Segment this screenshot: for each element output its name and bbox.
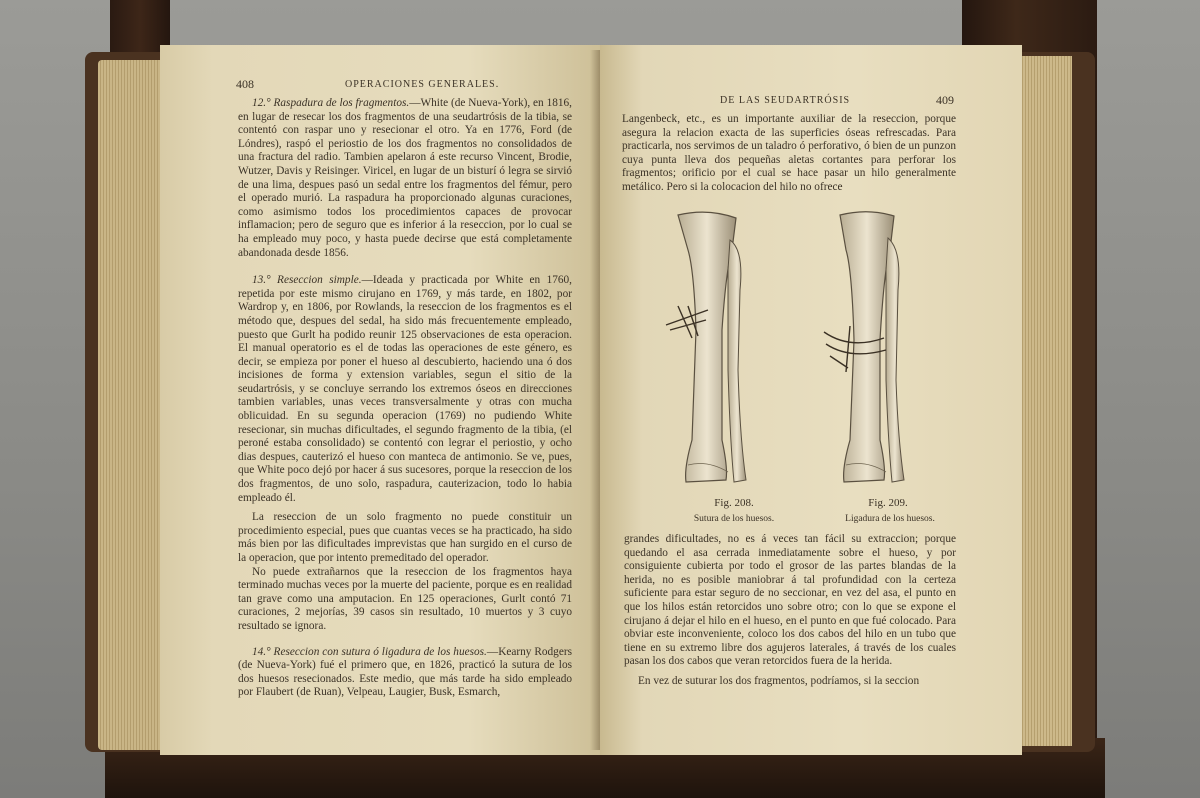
figure-209: [810, 210, 990, 510]
paragraph-body: En vez de suturar los dos fragmentos, podríamos, si la seccion: [638, 674, 920, 687]
page-number: 408: [236, 77, 254, 91]
page-edges-right: [1020, 56, 1072, 746]
section-heading: 12.° Raspadura de los fragmentos.: [252, 97, 410, 109]
paragraph: [238, 97, 572, 260]
section-heading: 14.° Reseccion con sutura ó ligadura de los huesos.: [252, 645, 487, 658]
right-text-bottom: [624, 533, 956, 695]
paragraph-body: grandes dificultades, no es á veces tan fácil su extraccion; porque quedando el asa cerrada inmediatamente sobre el hueso, y por consiguiente cubierta por todo el grosor de las partes blandas de la herida, no es posible maniobrar á tal profundidad con la certeza suficiente para estar seguro de no seccionar, en vez del asa, el punto en que los hilos están retorcidos uno sobre otro; con lo que se expone el cirujano á dejar el hilo en el hueso, en el punto en que fué colocado. Para obviar este inconveniente, coloco los dos cabos del hilo en un tubo que tiene en su extremo libre dos agujeros laterales, á través de los cuales pasan los dos cabos que veran retorcidos fuera de la herida.: [624, 533, 956, 668]
page-edges-left: [98, 60, 168, 750]
paragraph-body: —Kearny Rodgers (de Nueva-York) fué el primero que, en 1826, practicó la sutura de los dos huesos resecionados. Este medio, que más tarde ha sido empleado por Flaubert (de Ruan), Velpeau, Laugier, Busk, Esmarch,: [238, 645, 572, 699]
paragraph-body: —White (de Nueva-York), en 1816, en lugar de resecar los dos fragmentos de una seudartrósis de la tibia, se contentó con raspar uno y resecionar el otro. Ya en 1776, Ford (de Lóndres), raspó el periostio de los dos fragmentos no consolidados de una fractura del radio. Tambien apelaron á este recurso Vincent, Brodie, Wutzer, Davis y Reisinger. Viricel, en lugar de un bisturí ó legra se sirvió de una lima, despues pasó un sedal entre los fragmentos del fémur, pero el operado murió. La raspadura ha proporcionado algunas curaciones, como asimismo todos los procedimientos capaces de provocar inflamacion; pero de seguro que es inferior á la reseccion, por lo cual se ha empleado muy poco, y hasta puede decirse que está completamente abandonada desde 1856.: [238, 97, 572, 259]
right-text-top: [622, 113, 956, 201]
paragraph-body: —Ideada y practicada por White en 1760, repetida por este mismo cirujano en 1769, y más tarde, en 1802, por Wardrop y, en 1806, por Rowlands, la reseccion de los fragmentos es el método que, despues del sedal, ha sido más frecuentemente empleado, puesto que Gurlt ha podido reunir 125 observaciones de esta operacion. El manual operatorio es el de todas las operaciones de este género, es decir, se empieza por poner el hueso al descubierto, haciendo una ó dos incisiones de forma y extension variables, segun el sitio de la seudartrósis, y se concluye serrando los extremos óseos en direcciones tambien variables, unas veces transversalmente y otras con mucha oblicuidad. En su segunda operacion (1769) no pudiendo White resecionar, sin muchas dificultades, el segundo fragmento de la tibia, (el peroné estaba consolidado) se contentó con legrar el periostio, y ocho dias despues, cauterizó el hueso con manteca de antimonio. Se ve, pues, que White poco dejó por hacer á sus sucesores, porque la reseccion de los dos fragmentos, de uno solo, raspadura, cauterizacion, todo lo habia empleado él.: [238, 274, 572, 504]
bone-suture-illustration: [648, 210, 828, 510]
page-number: 409: [936, 93, 954, 107]
paragraph: [238, 566, 572, 634]
figure-label: Fig. 209.: [868, 497, 908, 509]
figure-caption: Sutura de los huesos.: [693, 514, 775, 524]
running-head: DE LAS SEUDARTRÓSIS: [720, 95, 851, 106]
figure-208: [648, 210, 828, 510]
running-head: OPERACIONES GENERALES.: [345, 79, 500, 90]
paragraph: [624, 675, 956, 689]
paragraph: [238, 274, 572, 505]
paragraph: [622, 113, 956, 195]
paragraph-body: No puede extrañarnos que la reseccion de los fragmentos haya terminado muchas veces por la muerte del paciente, porque es en realidad tan grave como una amputacion. En 125 operaciones, Gurlt contó 71 curaciones, 2 mejorías, 39 casos sin resultado, 10 muertos y 3 cuyo resultado se ignora.: [238, 565, 572, 632]
paragraph: [624, 533, 956, 669]
paragraph: [238, 646, 572, 700]
left-text-block: [238, 97, 572, 706]
figure-caption: Ligadura de los huesos.: [845, 514, 935, 524]
bone-ligature-illustration: [810, 210, 990, 510]
paragraph-body: Langenbeck, etc., es un importante auxiliar de la reseccion, porque asegura la relacion exacta de las superficies óseas refrescadas. Para practicarla, nos servimos de un taladro ó perforativo, ó bien de un punzon cuya punta lleva dos pequeñas aletas cortantes para perforar los fragmentos; orificio por el cual se hace pasar un hilo generalmente metálico. Pero si la colocacion del hilo no ofrece: [622, 113, 956, 193]
left-page: [160, 45, 600, 755]
figure-label: Fig. 208.: [714, 497, 754, 509]
section-heading: 13.° Reseccion simple.: [252, 274, 362, 287]
paragraph-body: La reseccion de un solo fragmento no puede constituir un procedimiento especial, pues que cuantas veces se ha practicado, ha sido más bien por las dificultades imprevistas que han surgido en el curso de la operacion, que por intento premeditado del operador.: [238, 511, 572, 564]
paragraph: [238, 511, 572, 565]
right-page: [600, 45, 1022, 755]
